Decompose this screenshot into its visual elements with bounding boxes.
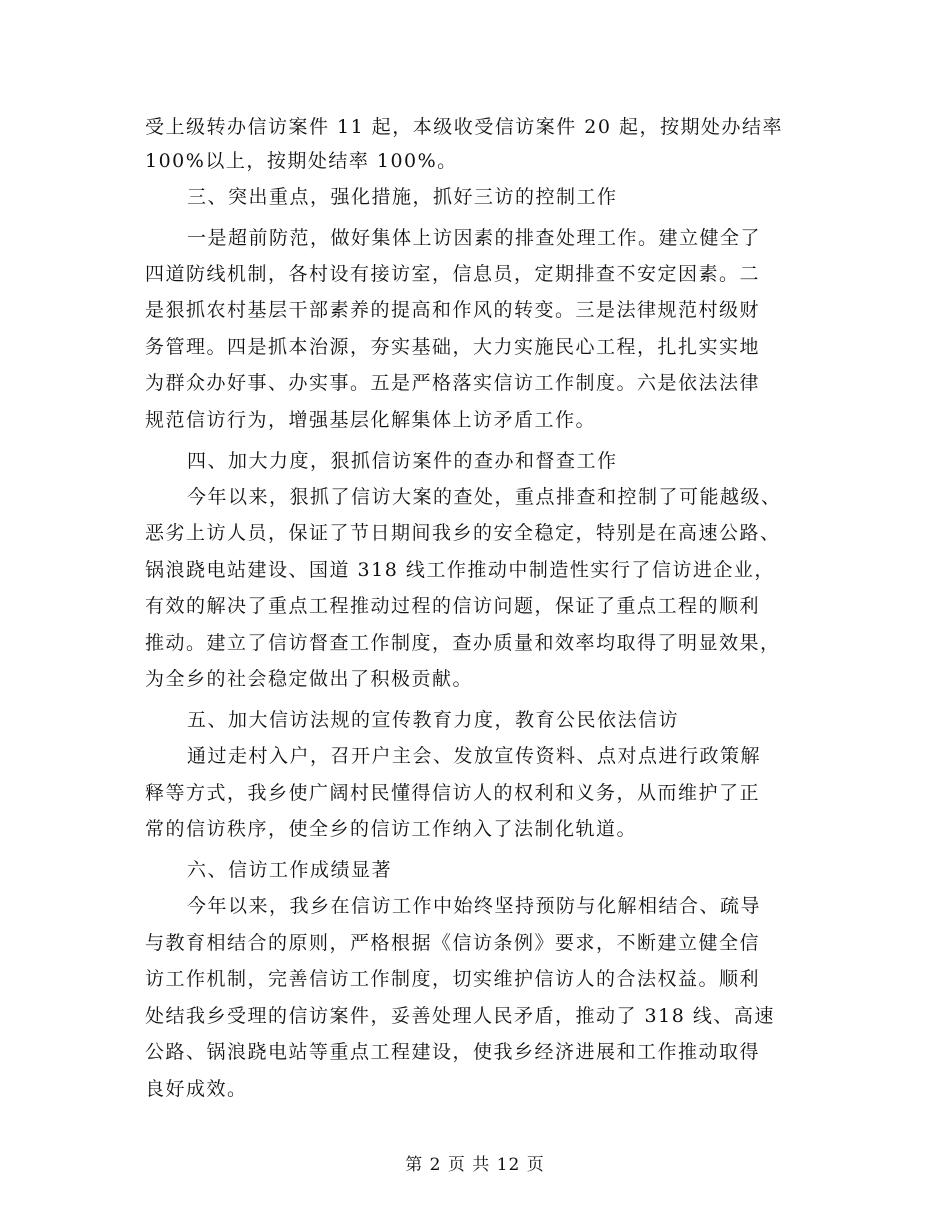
section-heading-5: 五、加大信访法规的宣传教育力度，教育公民依法信访 bbox=[187, 709, 680, 731]
body-text-line: 为群众办好事、办实事。五是严格落实信访工作制度。六是依法法律 bbox=[145, 372, 761, 394]
body-text-line: 常的信访秩序，使全乡的信访工作纳入了法制化轨道。 bbox=[145, 818, 638, 840]
section-heading-4: 四、加大力度，狠抓信访案件的查办和督查工作 bbox=[187, 450, 618, 472]
body-text-line: 受上级转办信访案件 11 起，本级收受信访案件 20 起，按期处办结率 bbox=[145, 116, 784, 138]
body-text-line: 恶劣上访人员，保证了节日期间我乡的安全稳定，特别是在高速公路、 bbox=[145, 522, 781, 544]
body-text-line: 释等方式，我乡使广阔村民懂得信访人的权利和义务，从而维护了正 bbox=[145, 782, 761, 804]
body-text-line: 为全乡的社会稳定做出了积极贡献。 bbox=[145, 668, 474, 690]
body-text-line: 今年以来，狠抓了信访大案的查处，重点排查和控制了可能越级、 bbox=[187, 486, 782, 508]
body-text-line: 处结我乡受理的信访案件，妥善处理人民矛盾，推动了 318 线、高速 bbox=[145, 1005, 775, 1027]
body-text-line: 锅浪跷电站建设、国道 318 线工作推动中制造性实行了信访进企业， bbox=[145, 559, 775, 581]
body-text-line: 与教育相结合的原则，严格根据《信访条例》要求，不断建立健全信 bbox=[145, 932, 761, 954]
body-text-line: 四道防线机制，各村设有接访室，信息员，定期排查不安定因素。二 bbox=[145, 263, 761, 285]
body-text-line: 务管理。四是抓本治源，夯实基础，大力实施民心工程，扎扎实实地 bbox=[145, 336, 761, 358]
section-heading-3: 三、突出重点，强化措施，抓好三访的控制工作 bbox=[187, 186, 618, 208]
body-text-line: 良好成效。 bbox=[145, 1078, 248, 1100]
body-text-line: 100%以上，按期处结率 100%。 bbox=[145, 150, 458, 172]
body-text-line: 一是超前防范，做好集体上访因素的排查处理工作。建立健全了 bbox=[187, 227, 762, 249]
body-text-line: 访工作机制，完善信访工作制度，切实维护信访人的合法权益。顺利 bbox=[145, 968, 761, 990]
body-text-line: 今年以来，我乡在信访工作中始终坚持预防与化解相结合、疏导 bbox=[187, 895, 762, 917]
body-text-line: 公路、锅浪跷电站等重点工程建设，使我乡经济进展和工作推动取得 bbox=[145, 1041, 761, 1063]
page-number-footer: 第 2 页 共 12 页 bbox=[405, 1155, 545, 1175]
body-text-line: 通过走村入户，召开户主会、发放宣传资料、点对点进行政策解 bbox=[187, 745, 762, 767]
body-text-line: 是狠抓农村基层干部素养的提高和作风的转变。三是法律规范村级财 bbox=[145, 299, 761, 321]
body-text-line: 推动。建立了信访督查工作制度，查办质量和效率均取得了明显效果， bbox=[145, 632, 781, 654]
body-text-line: 有效的解决了重点工程推动过程的信访问题，保证了重点工程的顺利 bbox=[145, 595, 761, 617]
body-text-line: 规范信访行为，增强基层化解集体上访矛盾工作。 bbox=[145, 409, 597, 431]
section-heading-6: 六、信访工作成绩显著 bbox=[187, 859, 393, 881]
